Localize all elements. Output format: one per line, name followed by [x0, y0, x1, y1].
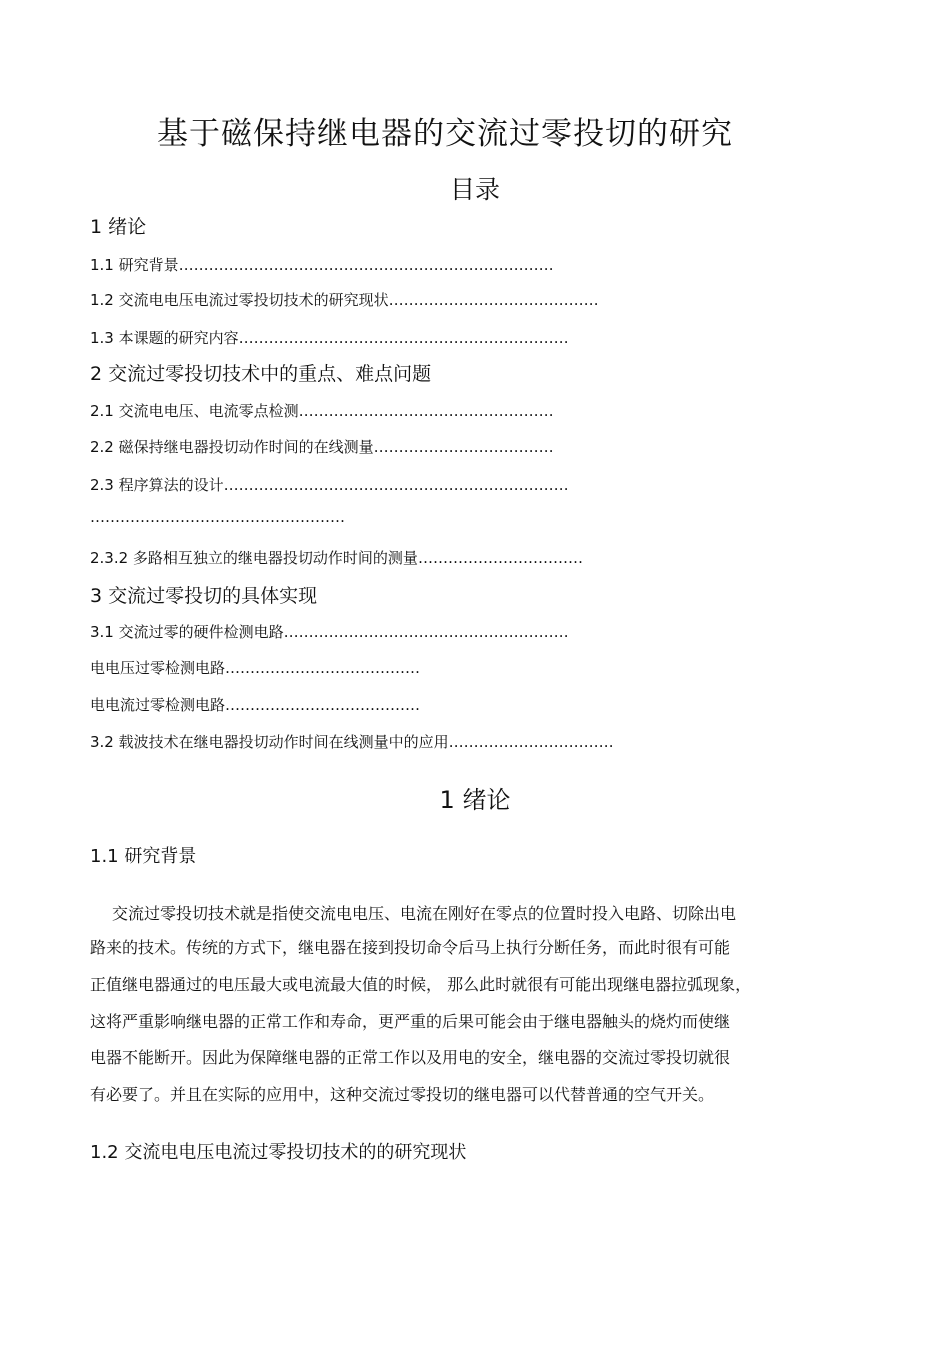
paragraph-line: 这将严重影响继电器的正常工作和寿命，更严重的后果可能会由于继电器触头的烧灼而使继 — [90, 1012, 731, 1031]
toc-entry-label: 电电流过零检测电路 — [90, 696, 226, 714]
toc-entry-2-3[interactable] — [90, 474, 569, 495]
paragraph-line: 路来的技术。传统的方式下，继电器在接到投切命令后马上执行分断任务，而此时很有可能 — [90, 938, 731, 957]
toc-entry-3-1[interactable] — [90, 621, 569, 642]
toc-leader-dots: …………………………………………………………… — [223, 476, 569, 494]
toc-entry-1-2[interactable] — [90, 289, 599, 310]
toc-leader-dots: …………………………… — [417, 549, 583, 567]
toc-entry-current-zero-detect[interactable] — [90, 694, 420, 715]
subsection-heading-1-2: 1.2 交流电电压电流过零投切技术的的研究现状 — [90, 1142, 467, 1163]
toc-entry-label: 1.3 本课题的研究内容 — [90, 329, 239, 347]
toc-entry-label: 1.1 研究背景 — [90, 256, 179, 274]
paragraph-line: 有必要了。并且在实际的应用中，这种交流过零投切的继电器可以代替普通的空气开关。 — [90, 1085, 715, 1104]
toc-entry-2-2[interactable] — [90, 436, 554, 457]
toc-leader-dots: ………………………………… — [225, 696, 421, 714]
toc-entry-2-1[interactable] — [90, 400, 554, 421]
toc-leader-dots: ………………………………………………………… — [238, 329, 569, 347]
toc-heading: 目录 — [449, 175, 500, 204]
section-heading-1: 1 绪论 — [439, 786, 511, 814]
toc-entry-label: 3.2 载波技术在继电器投切动作时间在线测量中的应用 — [90, 733, 449, 751]
paragraph-line: 正值继电器通过的电压最大或电流最大值的时候， 那么此时就很有可能出现继电器拉弧现象， — [90, 975, 752, 994]
toc-entry-label: 电电压过零检测电路 — [90, 659, 226, 677]
toc-chapter-label: 1 绪论 — [90, 216, 147, 238]
toc-leader-dots: ………………………………………………… — [283, 623, 569, 641]
toc-entry-3-2[interactable] — [90, 731, 614, 752]
toc-leader-dots: …………………………… — [448, 733, 614, 751]
toc-entry-2-3-2[interactable] — [90, 547, 583, 568]
toc-entry-voltage-zero-detect[interactable] — [90, 657, 420, 678]
toc-leader-dots: ………………………………………………………………… — [178, 256, 554, 274]
toc-entry-1-3[interactable] — [90, 327, 569, 348]
paragraph-line: 电器不能断开。因此为保障继电器的正常工作以及用电的安全，继电器的交流过零投切就很 — [90, 1048, 731, 1067]
toc-leader-dots: …………………………………………… — [298, 402, 554, 420]
toc-leader-dots: …………………………………… — [388, 291, 599, 309]
paragraph-line: 交流过零投切技术就是指使交流电电压、电流在刚好在零点的位置时投入电路、切除出电 — [112, 904, 737, 923]
toc-chapter-label: 3 交流过零投切的具体实现 — [90, 585, 318, 607]
toc-chapter-1[interactable] — [90, 212, 146, 239]
subsection-heading-1-1: 1.1 研究背景 — [90, 846, 197, 867]
toc-entry-label: 2.1 交流电电压、电流零点检测 — [90, 402, 299, 420]
toc-chapter-3[interactable] — [90, 581, 317, 608]
toc-entry-label: 2.2 磁保持继电器投切动作时间的在线测量 — [90, 438, 374, 456]
toc-chapter-label: 2 交流过零投切技术中的重点、难点问题 — [90, 363, 432, 385]
toc-entry-1-1[interactable] — [90, 254, 554, 275]
toc-entry-label: 1.2 交流电电压电流过零投切技术的研究现状 — [90, 291, 389, 309]
toc-leader-dots: ………………………………… — [225, 659, 421, 677]
toc-leader-dots: …………………………………………… — [90, 508, 345, 526]
toc-entry-dots-only[interactable] — [90, 508, 345, 526]
toc-chapter-2[interactable] — [90, 359, 431, 386]
toc-entry-label: 3.1 交流过零的硬件检测电路 — [90, 623, 284, 641]
toc-leader-dots: ……………………………… — [373, 438, 554, 456]
document-title: 基于磁保持继电器的交流过零投切的研究 — [157, 116, 733, 152]
toc-entry-label: 2.3.2 多路相互独立的继电器投切动作时间的测量 — [90, 549, 418, 567]
toc-entry-label: 2.3 程序算法的设计 — [90, 476, 224, 494]
